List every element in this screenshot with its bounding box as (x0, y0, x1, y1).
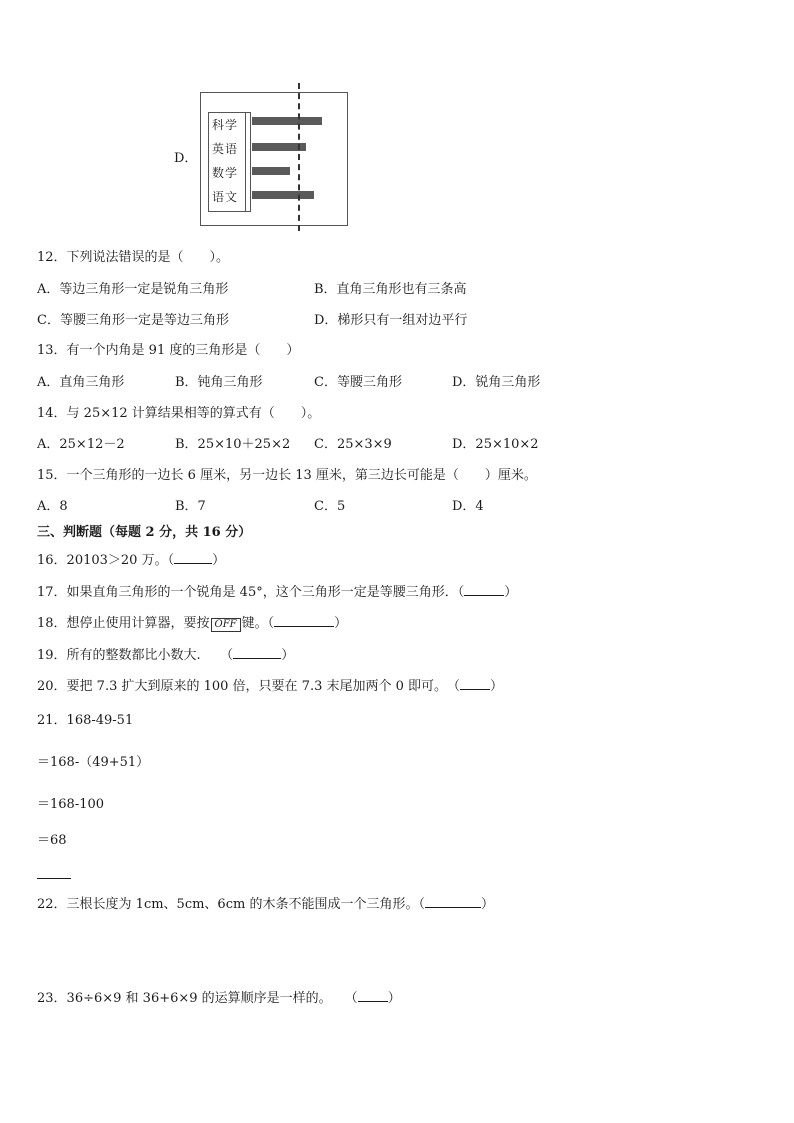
answer-blank[interactable] (233, 646, 281, 659)
question-21-line: ＝68 (37, 833, 67, 848)
figure-d-option-label: D． (174, 151, 198, 166)
answer-blank[interactable] (358, 989, 388, 1002)
question-16-text: 16．20103＞20 万。（ (37, 553, 175, 568)
question-14-option-a: A．25×12－2 (37, 437, 125, 452)
answer-blank[interactable] (274, 614, 334, 627)
question-12-option-b: B．直角三角形也有三条高 (314, 282, 467, 297)
label-bracket (244, 112, 251, 212)
question-15-stem: 15．一个三角形的一边长 6 厘米，另一边长 13 厘米，第三边长可能是（ ）厘米。 (37, 468, 537, 483)
question-21-line: 21．168-49-51 (37, 713, 134, 728)
question-13-option-d: D．锐角三角形 (452, 375, 541, 390)
question-18-text-after: 键。（ (241, 616, 275, 631)
question-22-text: 22．三根长度为 1cm、5cm、6cm 的木条不能围成一个三角形。（ (37, 897, 425, 912)
question-18 (37, 614, 347, 632)
section-3-title: 三、判断题（每题 2 分，共 16 分） (37, 525, 252, 540)
question-22 (37, 895, 494, 913)
bar-chinese (252, 191, 314, 199)
answer-blank[interactable] (460, 677, 490, 690)
question-20-text: 20．要把 7.3 扩大到原来的 100 倍，只要在 7.3 末尾加两个 0 即可。 （ (37, 679, 461, 694)
question-12-option-d: D．梯形只有一组对边平行 (314, 313, 468, 328)
dashed-reference-line (298, 83, 300, 231)
question-19 (37, 646, 294, 664)
question-14-option-d: D．25×10×2 (452, 437, 539, 452)
question-12-option-c: C．等腰三角形一定是等边三角形 (37, 313, 229, 328)
close-paren: ） (281, 648, 295, 663)
question-13-stem: 13．有一个内角是 91 度的三角形是（ ） (37, 343, 300, 358)
off-key-icon: OFF (211, 618, 241, 632)
question-19-text: 19．所有的整数都比小数大. （ (37, 648, 234, 663)
close-paren: ） (334, 616, 348, 631)
bar-science (252, 117, 322, 125)
question-20 (37, 677, 503, 695)
question-21-line: ＝168-100 (37, 797, 105, 812)
question-15-option-b: B．7 (175, 499, 206, 514)
question-14-option-c: C．25×3×9 (314, 437, 392, 452)
answer-blank[interactable] (425, 895, 481, 908)
question-23-text: 23．36÷6×9 和 36+6×9 的运算顺序是一样的。 （ (37, 991, 358, 1006)
question-21-line: ＝168-（49+51） (37, 755, 150, 770)
subject-label: 数学 (212, 166, 239, 180)
answer-blank[interactable] (37, 878, 71, 879)
close-paren: ） (490, 679, 504, 694)
question-14-stem: 14．与 25×12 计算结果相等的算式有（ ）。 (37, 406, 321, 421)
close-paren: ） (504, 585, 518, 600)
answer-blank[interactable] (174, 551, 212, 564)
question-12-option-a: A．等边三角形一定是锐角三角形 (37, 282, 229, 297)
question-13-option-c: C．等腰三角形 (314, 375, 402, 390)
close-paren: ） (212, 553, 226, 568)
question-13-option-b: B．钝角三角形 (175, 375, 263, 390)
question-15-option-c: C．5 (314, 499, 346, 514)
question-18-text: 18．想停止使用计算器，要按 (37, 616, 210, 631)
subject-label: 语文 (212, 190, 239, 204)
question-12-stem: 12．下列说法错误的是（ ）。 (37, 250, 230, 265)
question-15-option-d: D．4 (452, 499, 484, 514)
close-paren: ） (480, 897, 494, 912)
question-15-option-a: A．8 (37, 499, 68, 514)
question-16 (37, 551, 225, 569)
subject-label: 科学 (212, 118, 239, 132)
close-paren: ） (387, 991, 401, 1006)
answer-blank[interactable] (464, 583, 504, 596)
question-14-option-b: B．25×10＋25×2 (175, 437, 291, 452)
bar-math (252, 167, 290, 175)
subject-label: 英语 (212, 142, 239, 156)
question-13-option-a: A．直角三角形 (37, 375, 125, 390)
question-17 (37, 583, 517, 601)
question-17-text: 17．如果直角三角形的一个锐角是 45°，这个三角形一定是等腰三角形．（ (37, 585, 465, 600)
question-23 (37, 989, 401, 1007)
